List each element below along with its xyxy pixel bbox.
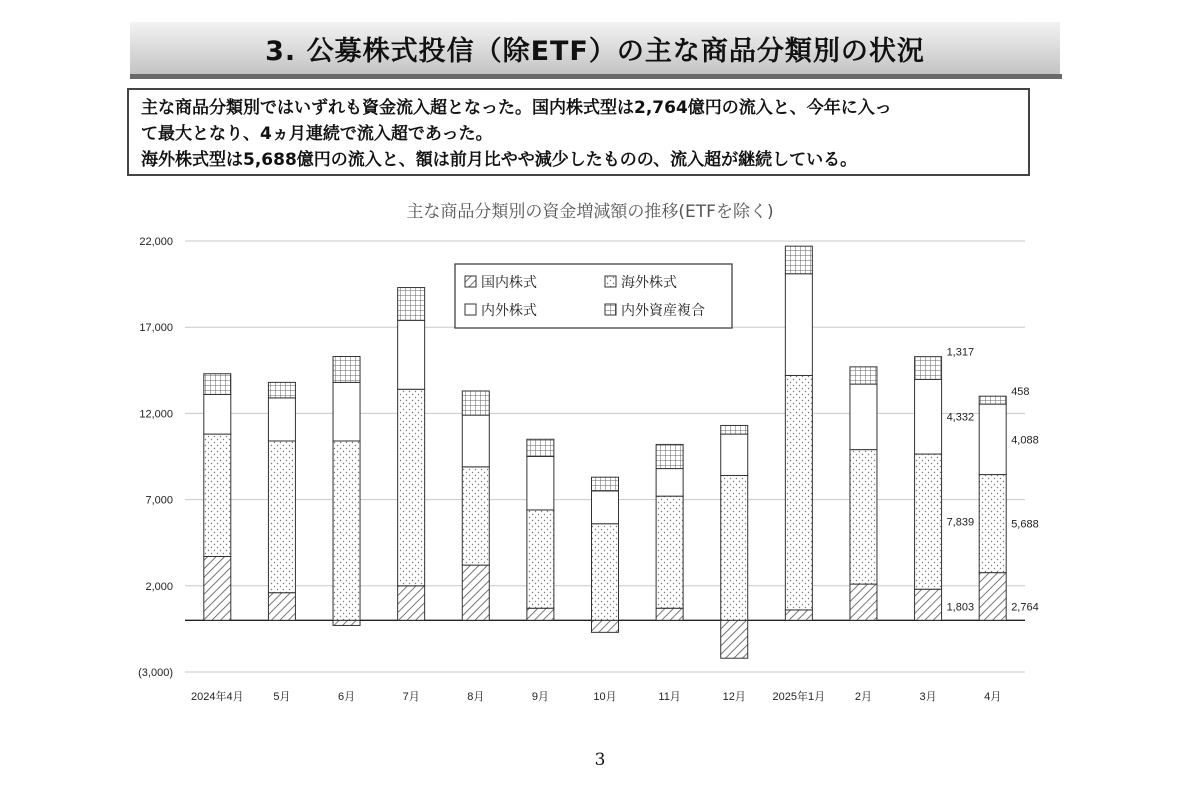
bar-segment: [979, 475, 1006, 573]
bar-segment: [592, 491, 619, 524]
bar-segment: [656, 608, 683, 620]
bar-segment: [721, 425, 748, 434]
bar-segment: [268, 441, 295, 593]
bar-segment: [592, 524, 619, 621]
bar-segment: [592, 477, 619, 491]
x-tick-label: 6月: [337, 691, 356, 703]
page-title: 3. 公募株式投信（除ETF）の主な商品分類別の状況: [265, 35, 925, 67]
bar-segment: [915, 589, 942, 620]
bar-segment: [850, 584, 877, 620]
legend-swatch: [465, 304, 476, 315]
bar-segment: [656, 469, 683, 497]
bar-segment: [915, 357, 942, 380]
legend-label: 内外株式: [481, 303, 537, 319]
x-tick-label: 2024年4月: [191, 691, 244, 703]
legend-swatch: [605, 304, 616, 315]
data-label: 2,764: [1011, 601, 1039, 614]
bar-segment: [333, 441, 360, 620]
bar-segment: [398, 586, 425, 620]
bar-segment: [333, 620, 360, 625]
x-tick-label: 10月: [593, 691, 617, 703]
y-tick-label: 12,000: [139, 408, 173, 421]
bar-segment: [268, 398, 295, 441]
bar-segment: [850, 367, 877, 384]
bar-segment: [656, 496, 683, 608]
bar-segment: [527, 608, 554, 620]
bar-segment: [850, 450, 877, 584]
page-number: 3: [594, 750, 606, 770]
bar-segment: [785, 274, 812, 376]
bar-segment: [850, 384, 877, 450]
y-tick-label: (3,000): [138, 667, 173, 679]
bar-segment: [915, 379, 942, 454]
bar-segment: [721, 620, 748, 658]
chart-title: 主な商品分類別の資金増減額の推移(ETFを除く): [406, 202, 774, 222]
bar-segment: [527, 510, 554, 608]
bar-segment: [204, 374, 231, 395]
data-label: 458: [1011, 386, 1030, 399]
bar-segment: [462, 565, 489, 620]
bar-segment: [527, 439, 554, 456]
bar-segment: [527, 457, 554, 510]
data-label: 7,839: [946, 516, 975, 529]
bar-segment: [785, 246, 812, 274]
bar-segment: [204, 556, 231, 620]
bar-segment: [979, 396, 1006, 404]
bar-segment: [204, 434, 231, 556]
bar-segment: [268, 382, 295, 398]
bar-segment: [462, 391, 489, 415]
bar-segment: [979, 573, 1006, 621]
x-tick-label: 2025年1月: [772, 691, 826, 703]
legend-label: 海外株式: [621, 275, 677, 291]
data-label: 1,317: [946, 346, 975, 359]
x-tick-label: 3月: [919, 691, 937, 703]
bar-segment: [462, 415, 489, 467]
bar-segment: [398, 320, 425, 389]
x-tick-label: 7月: [402, 691, 420, 703]
x-tick-label: 2月: [854, 691, 873, 703]
y-tick-label: 22,000: [139, 236, 173, 248]
x-tick-label: 12月: [722, 691, 746, 703]
x-tick-label: 9月: [531, 691, 549, 703]
data-label: 5,688: [1011, 518, 1039, 531]
y-tick-label: 2,000: [145, 580, 173, 593]
bar-segment: [204, 394, 231, 434]
bar-segment: [656, 444, 683, 468]
x-tick-label: 11月: [658, 691, 681, 703]
summary-line: て最大となり、4ヵ月連続で流入超であった。: [141, 124, 493, 144]
summary-line: 主な商品分類別ではいずれも資金流入超となった。国内株式型は2,764億円の流入と、今年に入っ: [141, 98, 892, 118]
legend-label: 内外資産複合: [621, 303, 705, 319]
bar-segment: [785, 375, 812, 609]
bar-segment: [333, 382, 360, 441]
bar-segment: [915, 454, 942, 589]
data-label: 1,803: [946, 601, 975, 614]
y-tick-label: 7,000: [145, 494, 173, 507]
legend-label: 国内株式: [481, 275, 537, 291]
bar-segment: [592, 620, 619, 632]
y-tick-label: 17,000: [139, 322, 173, 335]
summary-line: 海外株式型は5,688億円の流入と、額は前月比やや減少したものの、流入超が継続している。: [141, 150, 858, 170]
data-label: 4,332: [946, 411, 975, 424]
bar-segment: [785, 610, 812, 620]
x-tick-label: 5月: [273, 691, 291, 703]
bar-segment: [333, 357, 360, 383]
bar-segment: [462, 467, 489, 565]
bar-segment: [398, 288, 425, 321]
x-tick-label: 4月: [984, 691, 1002, 703]
x-tick-label: 8月: [467, 691, 485, 703]
bar-segment: [721, 475, 748, 620]
data-label: 4,088: [1011, 434, 1039, 447]
legend-swatch: [465, 276, 476, 287]
bar-segment: [398, 389, 425, 586]
bar-segment: [268, 593, 295, 621]
bar-segment: [721, 434, 748, 475]
bar-segment: [979, 404, 1006, 474]
legend-swatch: [605, 276, 616, 287]
